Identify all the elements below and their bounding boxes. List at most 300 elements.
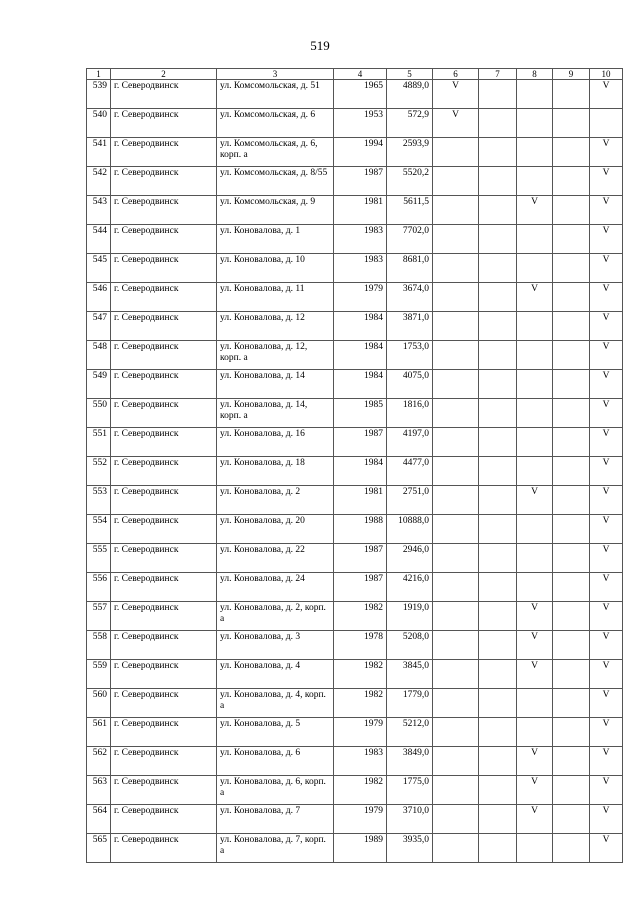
mark-col6-cell <box>433 138 479 167</box>
mark-col10-cell: V <box>590 225 623 254</box>
mark-col6-cell <box>433 573 479 602</box>
mark-col8-cell: V <box>517 660 553 689</box>
mark-col7-cell <box>479 457 517 486</box>
address-cell: ул. Коновалова, д. 2, корп. а <box>217 602 334 631</box>
city-cell: г. Северодвинск <box>111 486 217 515</box>
mark-col6-cell <box>433 399 479 428</box>
mark-col9-cell <box>553 167 590 196</box>
mark-col7-cell <box>479 486 517 515</box>
mark-col6-cell <box>433 196 479 225</box>
mark-col8-cell <box>517 689 553 718</box>
row-number-cell: 547 <box>87 312 111 341</box>
row-number-cell: 560 <box>87 689 111 718</box>
city-cell: г. Северодвинск <box>111 515 217 544</box>
mark-col6-cell <box>433 631 479 660</box>
housing-register-table <box>86 68 623 863</box>
mark-col7-cell <box>479 109 517 138</box>
mark-col8-cell <box>517 341 553 370</box>
mark-col9-cell <box>553 776 590 805</box>
mark-col9-cell <box>553 631 590 660</box>
mark-col8-cell <box>517 80 553 109</box>
address-cell: ул. Коновалова, д. 10 <box>217 254 334 283</box>
mark-col8-cell: V <box>517 747 553 776</box>
address-cell: ул. Коновалова, д. 14, корп. а <box>217 399 334 428</box>
mark-col7-cell <box>479 515 517 544</box>
mark-col6-cell <box>433 167 479 196</box>
mark-col8-cell <box>517 718 553 747</box>
mark-col10-cell: V <box>590 399 623 428</box>
mark-col9-cell <box>553 660 590 689</box>
address-cell: ул. Коновалова, д. 24 <box>217 573 334 602</box>
mark-col8-cell: V <box>517 283 553 312</box>
city-cell: г. Северодвинск <box>111 573 217 602</box>
address-cell: ул. Коновалова, д. 11 <box>217 283 334 312</box>
mark-col7-cell <box>479 660 517 689</box>
year-built-cell: 1981 <box>334 486 387 515</box>
area-cell: 3710,0 <box>387 805 433 834</box>
city-cell: г. Северодвинск <box>111 660 217 689</box>
city-cell: г. Северодвинск <box>111 544 217 573</box>
city-cell: г. Северодвинск <box>111 80 217 109</box>
table-row <box>87 486 623 515</box>
city-cell: г. Северодвинск <box>111 312 217 341</box>
table-row <box>87 776 623 805</box>
row-number-cell: 543 <box>87 196 111 225</box>
area-cell: 1753,0 <box>387 341 433 370</box>
area-cell: 572,9 <box>387 109 433 138</box>
mark-col6-cell <box>433 718 479 747</box>
address-cell: ул. Коновалова, д. 3 <box>217 631 334 660</box>
mark-col7-cell <box>479 631 517 660</box>
mark-col7-cell <box>479 225 517 254</box>
mark-col9-cell <box>553 602 590 631</box>
year-built-cell: 1994 <box>334 138 387 167</box>
address-cell: ул. Комсомольская, д. 8/55 <box>217 167 334 196</box>
address-cell: ул. Коновалова, д. 6, корп. а <box>217 776 334 805</box>
header-cell: 2 <box>111 69 217 80</box>
address-cell: ул. Коновалова, д. 4 <box>217 660 334 689</box>
row-number-cell: 548 <box>87 341 111 370</box>
header-cell: 9 <box>553 69 590 80</box>
mark-col9-cell <box>553 254 590 283</box>
mark-col10-cell: V <box>590 776 623 805</box>
table-row <box>87 602 623 631</box>
table-row <box>87 196 623 225</box>
mark-col8-cell: V <box>517 776 553 805</box>
mark-col7-cell <box>479 399 517 428</box>
mark-col10-cell: V <box>590 80 623 109</box>
mark-col9-cell <box>553 138 590 167</box>
mark-col8-cell: V <box>517 631 553 660</box>
header-cell: 6 <box>433 69 479 80</box>
mark-col8-cell <box>517 225 553 254</box>
row-number-cell: 554 <box>87 515 111 544</box>
mark-col8-cell <box>517 834 553 863</box>
row-number-cell: 557 <box>87 602 111 631</box>
mark-col6-cell <box>433 660 479 689</box>
mark-col9-cell <box>553 428 590 457</box>
mark-col9-cell <box>553 399 590 428</box>
city-cell: г. Северодвинск <box>111 457 217 486</box>
row-number-cell: 546 <box>87 283 111 312</box>
header-cell: 3 <box>217 69 334 80</box>
year-built-cell: 1979 <box>334 718 387 747</box>
mark-col10-cell: V <box>590 167 623 196</box>
mark-col6-cell <box>433 312 479 341</box>
mark-col9-cell <box>553 80 590 109</box>
city-cell: г. Северодвинск <box>111 341 217 370</box>
address-cell: ул. Коновалова, д. 20 <box>217 515 334 544</box>
city-cell: г. Северодвинск <box>111 428 217 457</box>
table-row <box>87 428 623 457</box>
year-built-cell: 1953 <box>334 109 387 138</box>
mark-col10-cell: V <box>590 834 623 863</box>
mark-col10-cell: V <box>590 515 623 544</box>
row-number-cell: 564 <box>87 805 111 834</box>
table-row <box>87 138 623 167</box>
address-cell: ул. Коновалова, д. 7, корп. а <box>217 834 334 863</box>
row-number-cell: 550 <box>87 399 111 428</box>
row-number-cell: 556 <box>87 573 111 602</box>
mark-col9-cell <box>553 515 590 544</box>
area-cell: 3871,0 <box>387 312 433 341</box>
mark-col8-cell <box>517 544 553 573</box>
address-cell: ул. Коновалова, д. 6 <box>217 747 334 776</box>
row-number-cell: 544 <box>87 225 111 254</box>
city-cell: г. Северодвинск <box>111 399 217 428</box>
mark-col7-cell <box>479 776 517 805</box>
header-cell: 1 <box>87 69 111 80</box>
row-number-cell: 541 <box>87 138 111 167</box>
mark-col7-cell <box>479 805 517 834</box>
table-row <box>87 718 623 747</box>
year-built-cell: 1981 <box>334 196 387 225</box>
mark-col6-cell <box>433 428 479 457</box>
table-row <box>87 544 623 573</box>
area-cell: 1779,0 <box>387 689 433 718</box>
header-cell: 10 <box>590 69 623 80</box>
area-cell: 4889,0 <box>387 80 433 109</box>
area-cell: 3935,0 <box>387 834 433 863</box>
mark-col9-cell <box>553 573 590 602</box>
address-cell: ул. Коновалова, д. 18 <box>217 457 334 486</box>
year-built-cell: 1979 <box>334 805 387 834</box>
mark-col8-cell <box>517 138 553 167</box>
city-cell: г. Северодвинск <box>111 254 217 283</box>
area-cell: 4216,0 <box>387 573 433 602</box>
mark-col9-cell <box>553 370 590 399</box>
year-built-cell: 1985 <box>334 399 387 428</box>
area-cell: 3674,0 <box>387 283 433 312</box>
mark-col6-cell <box>433 747 479 776</box>
table-row <box>87 225 623 254</box>
row-number-cell: 565 <box>87 834 111 863</box>
year-built-cell: 1987 <box>334 428 387 457</box>
mark-col9-cell <box>553 747 590 776</box>
mark-col7-cell <box>479 834 517 863</box>
row-number-cell: 539 <box>87 80 111 109</box>
table-row <box>87 631 623 660</box>
mark-col8-cell <box>517 167 553 196</box>
city-cell: г. Северодвинск <box>111 138 217 167</box>
mark-col6-cell <box>433 515 479 544</box>
mark-col8-cell <box>517 254 553 283</box>
year-built-cell: 1989 <box>334 834 387 863</box>
mark-col9-cell <box>553 312 590 341</box>
mark-col10-cell: V <box>590 718 623 747</box>
mark-col10-cell: V <box>590 660 623 689</box>
table-row <box>87 457 623 486</box>
mark-col6-cell <box>433 457 479 486</box>
mark-col9-cell <box>553 805 590 834</box>
table-row <box>87 515 623 544</box>
table-row <box>87 689 623 718</box>
row-number-cell: 552 <box>87 457 111 486</box>
city-cell: г. Северодвинск <box>111 283 217 312</box>
year-built-cell: 1983 <box>334 747 387 776</box>
mark-col7-cell <box>479 718 517 747</box>
year-built-cell: 1984 <box>334 341 387 370</box>
mark-col7-cell <box>479 341 517 370</box>
mark-col7-cell <box>479 602 517 631</box>
row-number-cell: 561 <box>87 718 111 747</box>
mark-col8-cell <box>517 573 553 602</box>
city-cell: г. Северодвинск <box>111 109 217 138</box>
mark-col9-cell <box>553 457 590 486</box>
mark-col8-cell <box>517 109 553 138</box>
address-cell: ул. Комсомольская, д. 9 <box>217 196 334 225</box>
row-number-cell: 558 <box>87 631 111 660</box>
header-cell: 8 <box>517 69 553 80</box>
address-cell: ул. Комсомольская, д. 6 <box>217 109 334 138</box>
mark-col6-cell: V <box>433 109 479 138</box>
row-number-cell: 555 <box>87 544 111 573</box>
city-cell: г. Северодвинск <box>111 805 217 834</box>
mark-col10-cell: V <box>590 457 623 486</box>
mark-col10-cell: V <box>590 805 623 834</box>
area-cell: 5212,0 <box>387 718 433 747</box>
year-built-cell: 1978 <box>334 631 387 660</box>
area-cell: 1816,0 <box>387 399 433 428</box>
row-number-cell: 545 <box>87 254 111 283</box>
table-row <box>87 573 623 602</box>
mark-col7-cell <box>479 254 517 283</box>
city-cell: г. Северодвинск <box>111 834 217 863</box>
address-cell: ул. Коновалова, д. 7 <box>217 805 334 834</box>
mark-col7-cell <box>479 573 517 602</box>
mark-col6-cell <box>433 805 479 834</box>
address-cell: ул. Коновалова, д. 1 <box>217 225 334 254</box>
year-built-cell: 1982 <box>334 602 387 631</box>
year-built-cell: 1965 <box>334 80 387 109</box>
address-cell: ул. Комсомольская, д. 51 <box>217 80 334 109</box>
address-cell: ул. Коновалова, д. 12 <box>217 312 334 341</box>
row-number-cell: 563 <box>87 776 111 805</box>
year-built-cell: 1983 <box>334 254 387 283</box>
area-cell: 3845,0 <box>387 660 433 689</box>
area-cell: 3849,0 <box>387 747 433 776</box>
header-cell: 7 <box>479 69 517 80</box>
year-built-cell: 1984 <box>334 312 387 341</box>
mark-col10-cell: V <box>590 254 623 283</box>
city-cell: г. Северодвинск <box>111 718 217 747</box>
table-row <box>87 660 623 689</box>
mark-col7-cell <box>479 283 517 312</box>
mark-col10-cell: V <box>590 747 623 776</box>
mark-col10-cell: V <box>590 312 623 341</box>
table-row <box>87 109 623 138</box>
mark-col9-cell <box>553 341 590 370</box>
address-cell: ул. Коновалова, д. 22 <box>217 544 334 573</box>
mark-col10-cell: V <box>590 689 623 718</box>
city-cell: г. Северодвинск <box>111 196 217 225</box>
mark-col6-cell <box>433 544 479 573</box>
mark-col9-cell <box>553 834 590 863</box>
mark-col8-cell <box>517 399 553 428</box>
city-cell: г. Северодвинск <box>111 225 217 254</box>
row-number-cell: 549 <box>87 370 111 399</box>
row-number-cell: 562 <box>87 747 111 776</box>
mark-col8-cell <box>517 515 553 544</box>
mark-col6-cell <box>433 225 479 254</box>
mark-col6-cell <box>433 602 479 631</box>
mark-col7-cell <box>479 196 517 225</box>
area-cell: 10888,0 <box>387 515 433 544</box>
year-built-cell: 1983 <box>334 225 387 254</box>
year-built-cell: 1987 <box>334 573 387 602</box>
mark-col6-cell <box>433 776 479 805</box>
address-cell: ул. Коновалова, д. 16 <box>217 428 334 457</box>
mark-col8-cell <box>517 428 553 457</box>
mark-col7-cell <box>479 312 517 341</box>
city-cell: г. Северодвинск <box>111 631 217 660</box>
row-number-cell: 553 <box>87 486 111 515</box>
area-cell: 1919,0 <box>387 602 433 631</box>
address-cell: ул. Коновалова, д. 4, корп. а <box>217 689 334 718</box>
area-cell: 5520,2 <box>387 167 433 196</box>
area-cell: 2946,0 <box>387 544 433 573</box>
area-cell: 5611,5 <box>387 196 433 225</box>
mark-col8-cell: V <box>517 602 553 631</box>
mark-col10-cell: V <box>590 486 623 515</box>
area-cell: 1775,0 <box>387 776 433 805</box>
year-built-cell: 1984 <box>334 457 387 486</box>
mark-col9-cell <box>553 196 590 225</box>
area-cell: 2593,9 <box>387 138 433 167</box>
table-row <box>87 370 623 399</box>
mark-col10-cell: V <box>590 573 623 602</box>
area-cell: 7702,0 <box>387 225 433 254</box>
mark-col10-cell: V <box>590 370 623 399</box>
table-row <box>87 341 623 370</box>
mark-col6-cell <box>433 486 479 515</box>
mark-col6-cell <box>433 283 479 312</box>
mark-col9-cell <box>553 544 590 573</box>
year-built-cell: 1987 <box>334 167 387 196</box>
mark-col6-cell <box>433 370 479 399</box>
table-row <box>87 283 623 312</box>
mark-col7-cell <box>479 138 517 167</box>
header-cell: 5 <box>387 69 433 80</box>
area-cell: 4197,0 <box>387 428 433 457</box>
mark-col9-cell <box>553 486 590 515</box>
city-cell: г. Северодвинск <box>111 167 217 196</box>
mark-col9-cell <box>553 109 590 138</box>
mark-col9-cell <box>553 718 590 747</box>
table-row <box>87 80 623 109</box>
mark-col6-cell: V <box>433 80 479 109</box>
city-cell: г. Северодвинск <box>111 370 217 399</box>
year-built-cell: 1982 <box>334 660 387 689</box>
year-built-cell: 1979 <box>334 283 387 312</box>
year-built-cell: 1984 <box>334 370 387 399</box>
mark-col7-cell <box>479 167 517 196</box>
area-cell: 5208,0 <box>387 631 433 660</box>
address-cell: ул. Комсомольская, д. 6, корп. а <box>217 138 334 167</box>
table-row <box>87 805 623 834</box>
row-number-cell: 559 <box>87 660 111 689</box>
mark-col9-cell <box>553 689 590 718</box>
mark-col7-cell <box>479 544 517 573</box>
mark-col10-cell <box>590 109 623 138</box>
mark-col8-cell: V <box>517 486 553 515</box>
mark-col7-cell <box>479 428 517 457</box>
city-cell: г. Северодвинск <box>111 776 217 805</box>
row-number-cell: 542 <box>87 167 111 196</box>
area-cell: 8681,0 <box>387 254 433 283</box>
mark-col7-cell <box>479 689 517 718</box>
mark-col6-cell <box>433 834 479 863</box>
mark-col10-cell: V <box>590 544 623 573</box>
year-built-cell: 1982 <box>334 689 387 718</box>
mark-col10-cell: V <box>590 631 623 660</box>
mark-col6-cell <box>433 254 479 283</box>
year-built-cell: 1988 <box>334 515 387 544</box>
mark-col10-cell: V <box>590 341 623 370</box>
table-row <box>87 312 623 341</box>
mark-col8-cell <box>517 312 553 341</box>
mark-col6-cell <box>433 341 479 370</box>
mark-col10-cell: V <box>590 283 623 312</box>
city-cell: г. Северодвинск <box>111 689 217 718</box>
table-row <box>87 747 623 776</box>
table-row <box>87 167 623 196</box>
column-number-header-row <box>87 69 623 80</box>
mark-col8-cell: V <box>517 196 553 225</box>
table-row <box>87 834 623 863</box>
row-number-cell: 540 <box>87 109 111 138</box>
area-cell: 4477,0 <box>387 457 433 486</box>
area-cell: 4075,0 <box>387 370 433 399</box>
address-cell: ул. Коновалова, д. 5 <box>217 718 334 747</box>
mark-col8-cell <box>517 457 553 486</box>
year-built-cell: 1987 <box>334 544 387 573</box>
table-row <box>87 254 623 283</box>
mark-col10-cell: V <box>590 196 623 225</box>
row-number-cell: 551 <box>87 428 111 457</box>
area-cell: 2751,0 <box>387 486 433 515</box>
header-cell: 4 <box>334 69 387 80</box>
mark-col6-cell <box>433 689 479 718</box>
mark-col10-cell: V <box>590 138 623 167</box>
city-cell: г. Северодвинск <box>111 747 217 776</box>
table-row <box>87 399 623 428</box>
address-cell: ул. Коновалова, д. 12, корп. а <box>217 341 334 370</box>
mark-col10-cell: V <box>590 602 623 631</box>
mark-col7-cell <box>479 370 517 399</box>
address-cell: ул. Коновалова, д. 14 <box>217 370 334 399</box>
mark-col8-cell <box>517 370 553 399</box>
